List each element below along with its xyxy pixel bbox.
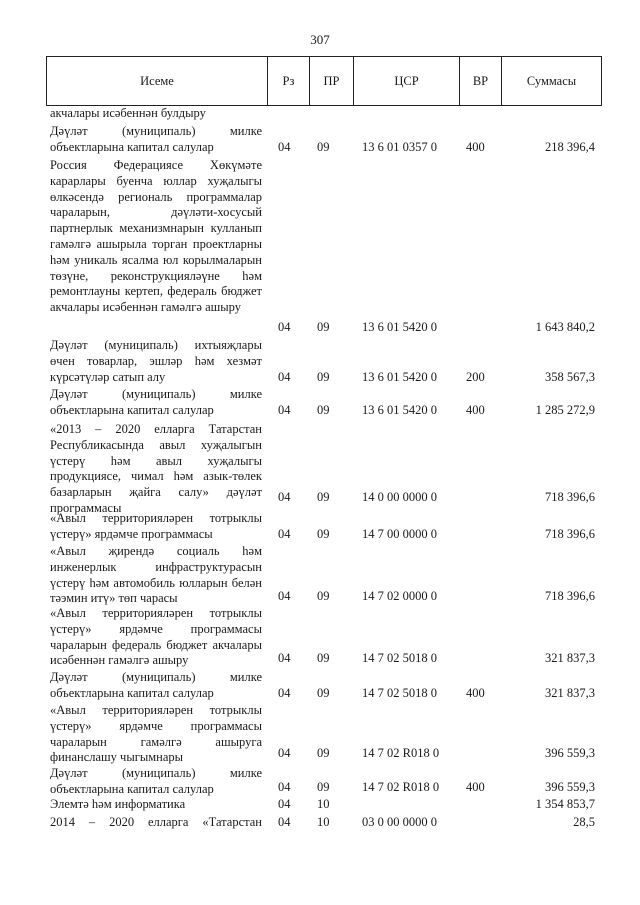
row-rz: 04 — [278, 589, 291, 604]
row-pr: 09 — [317, 403, 330, 418]
table-row — [0, 766, 640, 796]
row-sum: 28,5 — [573, 815, 595, 830]
row-csr: 13 6 01 5420 0 — [362, 370, 437, 385]
row-pr: 09 — [317, 780, 330, 795]
row-name: «Авыл җирендә социаль һәм инженерлык инфраструктурасын үстерү һәм автомобиль юлларын белән тәэмин итү» төп чарасы — [50, 544, 262, 606]
row-sum: 321 837,3 — [545, 686, 595, 701]
row-pr: 09 — [317, 589, 330, 604]
row-pr: 09 — [317, 320, 330, 335]
row-sum: 1 643 840,2 — [535, 320, 595, 335]
table-row — [0, 338, 640, 386]
row-name: Дәүләт (муниципаль) милке объектларына капитал салулар — [50, 766, 262, 796]
row-csr: 14 7 02 5018 0 — [362, 651, 437, 666]
row-rz: 04 — [278, 746, 291, 761]
row-name: «Авыл территорияләрен тотрыклы үстерү» ярдәмче программасы — [50, 511, 262, 541]
header-pr: ПР — [309, 57, 353, 105]
row-csr: 13 6 01 5420 0 — [362, 403, 437, 418]
row-vr: 400 — [466, 140, 485, 155]
row-sum: 358 567,3 — [545, 370, 595, 385]
header-sum: Суммасы — [501, 57, 601, 105]
table-header — [46, 56, 602, 106]
table-row — [0, 387, 640, 419]
row-rz: 04 — [278, 797, 291, 812]
row-rz: 04 — [278, 320, 291, 335]
row-csr: 13 6 01 5420 0 — [362, 320, 437, 335]
row-rz: 04 — [278, 140, 291, 155]
row-vr: 200 — [466, 370, 485, 385]
row-sum: 321 837,3 — [545, 651, 595, 666]
row-csr: 13 6 01 0357 0 — [362, 140, 437, 155]
row-vr: 400 — [466, 403, 485, 418]
table-row — [0, 670, 640, 702]
row-pr: 09 — [317, 746, 330, 761]
table-row — [0, 422, 640, 515]
row-rz: 04 — [278, 686, 291, 701]
row-name: «Авыл территорияләрен тотрыклы үстерү» ярдәмче программасы чараларын федераль бюджет акчалары исәбеннән гамәлгә ашыру — [50, 606, 262, 668]
row-name: «2013 – 2020 елларга Татарстан Республикасында авыл хуҗалыгын үстерү һәм авыл хуҗалыгы продукциясе, чимал һәм азык-төлек базарларын җайга салу» дәүләт программасы — [50, 422, 262, 515]
row-name: Дәүләт (муниципаль) милке объектларына капитал салулар — [50, 670, 262, 700]
row-sum: 718 396,6 — [545, 490, 595, 505]
row-rz: 04 — [278, 370, 291, 385]
table-row — [0, 124, 640, 156]
header-name: Исеме — [140, 74, 174, 88]
row-rz: 04 — [278, 780, 291, 795]
header-csr: ЦСР — [353, 57, 459, 105]
row-sum: 718 396,6 — [545, 527, 595, 542]
header-vr: ВР — [459, 57, 501, 105]
row-rz: 04 — [278, 651, 291, 666]
table-row — [0, 544, 640, 605]
row-rz: 04 — [278, 490, 291, 505]
table-row — [0, 106, 640, 122]
table-row — [0, 815, 640, 831]
row-name: акчалары исәбеннән булдыру — [50, 106, 206, 120]
row-pr: 09 — [317, 370, 330, 385]
row-rz: 04 — [278, 815, 291, 830]
row-name: Дәүләт (муниципаль) ихтыяҗлары өчен товарлар, эшләр һәм хезмәт күрсәтүләр сатып алу — [50, 338, 262, 384]
row-csr: 14 7 02 5018 0 — [362, 686, 437, 701]
row-vr: 400 — [466, 686, 485, 701]
row-sum: 1 285 272,9 — [535, 403, 595, 418]
row-sum: 1 354 853,7 — [535, 797, 595, 812]
page-number: 307 — [310, 32, 330, 47]
row-name: Дәүләт (муниципаль) милке объектларына капитал салулар — [50, 387, 262, 417]
row-sum: 396 559,3 — [545, 780, 595, 795]
row-sum: 718 396,6 — [545, 589, 595, 604]
row-rz: 04 — [278, 403, 291, 418]
row-csr: 14 7 02 R018 0 — [362, 746, 440, 761]
table-row — [0, 797, 640, 813]
table-row — [0, 158, 640, 336]
row-name: «Авыл территорияләрен тотрыклы үстерү» ярдәмче программасы чараларын гамәлгә ашыруга финанслашу чыгымнары — [50, 703, 262, 765]
row-csr: 14 7 02 0000 0 — [362, 589, 437, 604]
table-row — [0, 511, 640, 543]
row-pr: 09 — [317, 490, 330, 505]
row-pr: 09 — [317, 527, 330, 542]
row-csr: 14 0 00 0000 0 — [362, 490, 437, 505]
row-pr: 10 — [317, 797, 330, 812]
row-name: Дәүләт (муниципаль) милке объектларына капитал салулар — [50, 124, 262, 154]
row-pr: 10 — [317, 815, 330, 830]
row-vr: 400 — [466, 780, 485, 795]
row-pr: 09 — [317, 140, 330, 155]
row-rz: 04 — [278, 527, 291, 542]
row-pr: 09 — [317, 686, 330, 701]
row-csr: 14 7 02 R018 0 — [362, 780, 440, 795]
header-rz: Рз — [267, 57, 309, 105]
row-sum: 396 559,3 — [545, 746, 595, 761]
row-name: Элемтә һәм информатика — [50, 797, 186, 811]
table-row — [0, 703, 640, 765]
row-pr: 09 — [317, 651, 330, 666]
row-sum: 218 396,4 — [545, 140, 595, 155]
row-csr: 14 7 00 0000 0 — [362, 527, 437, 542]
row-name: 2014 – 2020 елларга «Татарстан — [50, 815, 262, 829]
row-name: Россия Федерациясе Хөкүмәте карарлары буенча юллар хуҗалыгы өлкәсендә региональ программалар чараларын, дәүләти-хосусый партнерлык механизмнарын кулланып гамәлгә ашырыла торган проектларны һәм уникаль ясалма юл корылмаларын төзүне, реконструкцияләүне һәм ремонтлауны кертеп, федераль бюджет акчалары исәбеннән гамәлгә ашыру — [50, 158, 262, 315]
row-csr: 03 0 00 0000 0 — [362, 815, 437, 830]
table-row — [0, 606, 640, 667]
